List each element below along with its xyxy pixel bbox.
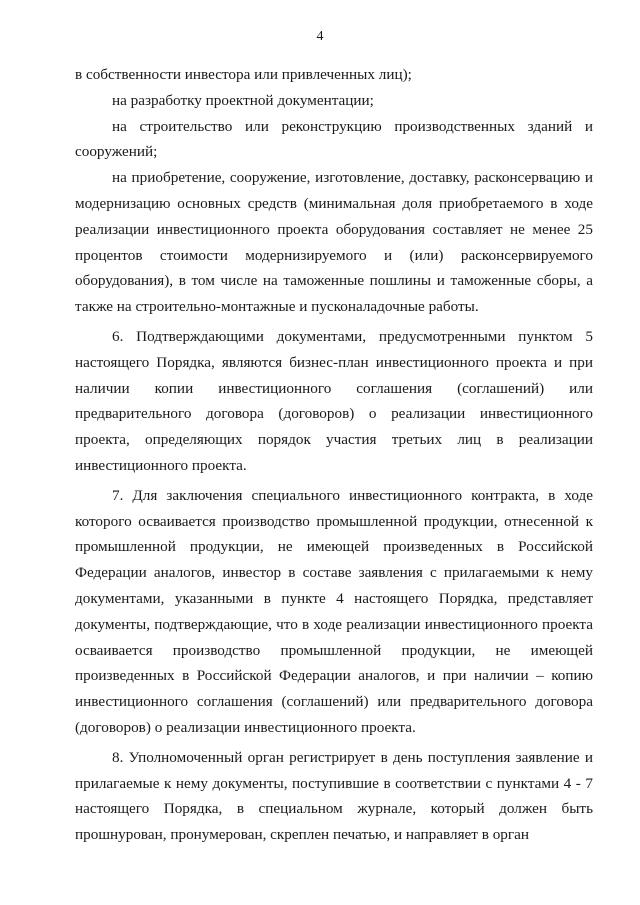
paragraph-construction: на строительство или реконструкцию производственных зданий и сооружений; [75, 117, 593, 161]
paragraph-item-8: 8. Уполномоченный орган регистрирует в день поступления заявление и прилагаемые к нему документы, поступившие в соответствии с пунктами 4 - 7 настоящего Порядка, в специальном журнале, который должен быть прошнурован, пронумерован, скреплен печатью, и направляет в орган [75, 748, 593, 844]
paragraph-item-6: 6. Подтверждающими документами, предусмотренными пунктом 5 настоящего Порядка, являются бизнес-план инвестиционного проекта и при наличии копии инвестиционного соглашения (соглашений) или предварительного договора (договоров) о реализации инвестиционного проекта, определяющих порядок участия третьих лиц в реализации инвестиционного проекта. [75, 327, 593, 474]
page-number: 4 [316, 29, 324, 44]
paragraph-design-documentation: на разработку проектной документации; [112, 91, 374, 109]
paragraph-item-7: 7. Для заключения специального инвестиционного контракта, в ходе которого осваивается производство промышленной продукции, отнесенной к промышленной продукции, не имеющей произведенных в Российской Федерации аналогов, инвестор в составе заявления с прилагаемыми к нему документами, указанными в пункте 4 настоящего Порядка, представляет документы, подтверждающие, что в ходе реализации инвестиционного проекта осваивается производство промышленной продукции, не имеющей произведенных в Российской Федерации аналогов, и при наличии – копию инвестиционного соглашения (соглашений) или предварительного договора (договоров) о реализации инвестиционного проекта. [75, 486, 593, 736]
paragraph-fixed-assets: на приобретение, сооружение, изготовление, доставку, расконсервацию и модернизацию основных средств (минимальная доля приобретаемого в ходе реализации инвестиционного проекта оборудования составляет не менее 25 процентов стоимости модернизируемого и (или) расконсервируемого оборудования), в том числе на таможенные пошлины и таможенные сборы, а также на строительно-монтажные и пусконаладочные работы. [75, 169, 593, 316]
paragraph-ownership-continuation: в собственности инвестора или привлеченных лиц); [75, 66, 412, 83]
document-body [75, 62, 593, 848]
